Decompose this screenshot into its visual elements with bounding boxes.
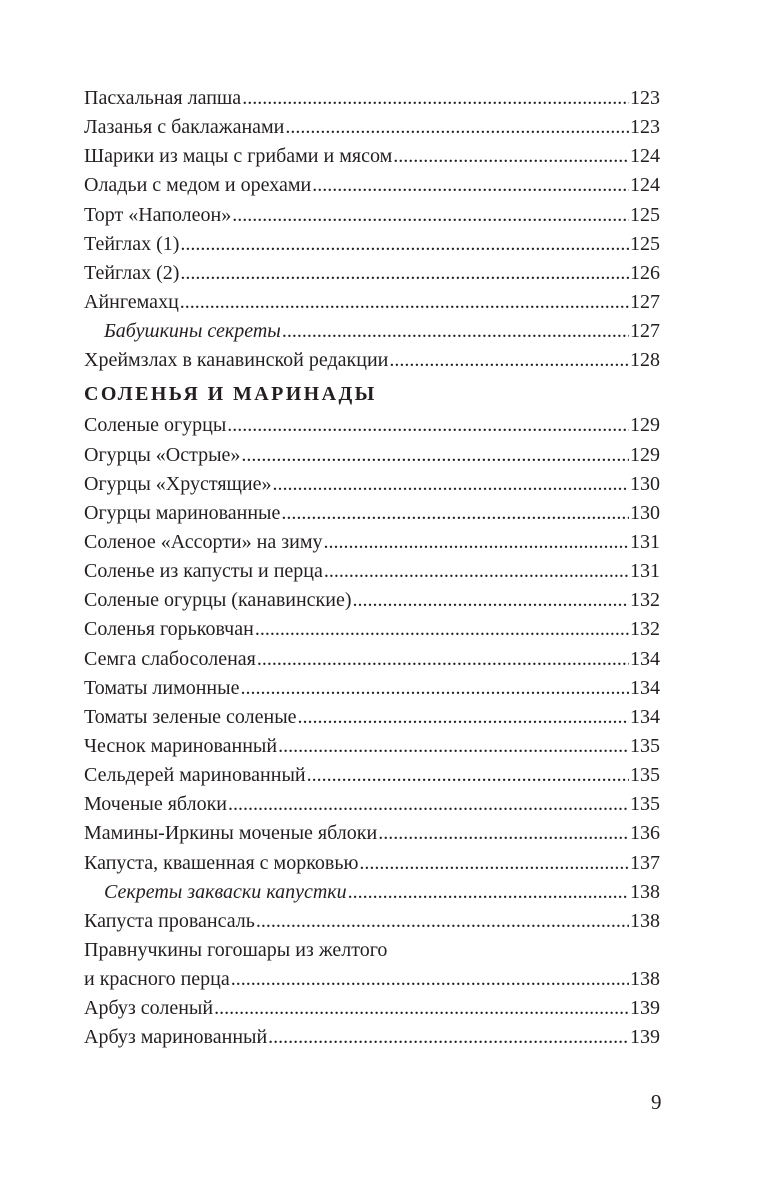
dot-leader xyxy=(232,201,629,230)
toc-entry[interactable] xyxy=(84,288,660,317)
toc-entry-title: Огурцы «Острые» xyxy=(84,443,241,466)
toc-entry[interactable] xyxy=(84,346,660,375)
dot-leader xyxy=(180,288,629,317)
toc-entry-title: Капуста провансаль xyxy=(84,909,255,932)
toc-entry-title: Шарики из мацы с грибами и мясом xyxy=(84,145,393,168)
toc-entry-title: Бабушкины секреты xyxy=(104,320,281,343)
toc-entry-title: Сельдерей маринованный xyxy=(84,764,306,787)
toc-entry-title: Хреймзлах в канавинской редакции xyxy=(84,349,389,372)
dot-leader xyxy=(241,441,629,470)
toc-entry-page: 125 xyxy=(630,203,660,226)
dot-leader xyxy=(228,790,629,819)
toc-entry-title: Оладьи с медом и орехами xyxy=(84,174,312,197)
toc-entry-title: Секреты закваски капустки xyxy=(104,880,347,903)
toc-entry-title: Огурцы «Хрустящие» xyxy=(84,472,272,495)
toc-entry-page: 138 xyxy=(630,968,660,991)
toc-entry-page: 127 xyxy=(630,320,660,343)
toc-entry[interactable] xyxy=(84,586,660,615)
toc-entry-page: 139 xyxy=(630,1026,660,1049)
toc-entry-page: 123 xyxy=(630,87,660,109)
toc-subentry[interactable] xyxy=(84,878,660,907)
dot-leader xyxy=(180,230,629,259)
toc-entry-title: Соленые огурцы xyxy=(84,414,227,437)
toc-entry-page: 134 xyxy=(630,676,660,699)
toc-entry-title: Соленья горьковчан xyxy=(84,618,254,641)
toc-entry-title: Соленое «Ассорти» на зиму xyxy=(84,530,323,553)
toc-entry[interactable] xyxy=(84,557,660,586)
toc-entry[interactable] xyxy=(84,230,660,259)
dot-leader xyxy=(231,965,629,994)
dot-leader xyxy=(257,645,629,674)
toc-entry[interactable] xyxy=(84,674,660,703)
toc-entry-title: Правнучкины гогошары из желтого xyxy=(84,938,388,961)
toc-entry-title: и красного перца xyxy=(84,968,230,991)
toc-entry[interactable] xyxy=(84,1023,660,1052)
dot-leader xyxy=(323,528,629,557)
toc-entry[interactable] xyxy=(84,615,660,644)
toc-entry-title: Айнгемахц xyxy=(84,290,179,313)
dot-leader xyxy=(348,878,629,907)
toc-entry[interactable] xyxy=(84,499,660,528)
toc-entry[interactable] xyxy=(84,819,660,848)
section-heading: СОЛЕНЬЯ И МАРИНАДЫ xyxy=(84,383,377,406)
toc-entry-title: Пасхальная лапша xyxy=(84,87,242,109)
toc-entry-title: Тейглах (1) xyxy=(84,232,180,255)
toc-subentry[interactable] xyxy=(84,317,660,346)
dot-leader xyxy=(242,84,629,113)
toc-entry-page: 129 xyxy=(630,443,660,466)
dot-leader xyxy=(282,317,629,346)
toc-entry-title: Огурцы маринованные xyxy=(84,501,281,524)
table-of-contents xyxy=(84,84,660,1053)
toc-entry-title: Капуста, квашенная с морковью xyxy=(84,851,359,874)
toc-entry-page: 130 xyxy=(630,501,660,524)
dot-leader xyxy=(378,819,629,848)
toc-entry-page: 134 xyxy=(630,647,660,670)
dot-leader xyxy=(393,142,629,171)
toc-entry[interactable] xyxy=(84,907,660,936)
toc-entry[interactable] xyxy=(84,470,660,499)
toc-entry-title: Торт «Наполеон» xyxy=(84,203,232,226)
dot-leader xyxy=(281,499,629,528)
dot-leader xyxy=(285,113,629,142)
toc-entry-title: Соленье из капусты и перца xyxy=(84,560,323,583)
toc-entry[interactable] xyxy=(84,732,660,761)
dot-leader xyxy=(307,761,629,790)
toc-entry-page: 125 xyxy=(630,232,660,255)
toc-entry-page: 138 xyxy=(630,880,660,903)
dot-leader xyxy=(353,586,629,615)
toc-entry[interactable] xyxy=(84,441,660,470)
toc-entry-page: 131 xyxy=(630,530,660,553)
toc-entry-page: 126 xyxy=(630,261,660,284)
toc-entry-page: 137 xyxy=(630,851,660,874)
dot-leader xyxy=(389,346,629,375)
toc-entry-title: Соленые огурцы (канавинские) xyxy=(84,589,352,612)
toc-entry-title: Томаты зеленые соленые xyxy=(84,705,297,728)
toc-entry[interactable] xyxy=(84,761,660,790)
toc-entry-page: 136 xyxy=(630,822,660,845)
dot-leader xyxy=(359,849,629,878)
toc-entry[interactable] xyxy=(84,113,660,142)
toc-entry-title: Арбуз маринованный xyxy=(84,1026,268,1049)
toc-entry-page: 131 xyxy=(630,560,660,583)
dot-leader xyxy=(324,557,629,586)
toc-entry-title: Семга слабосоленая xyxy=(84,647,256,670)
toc-entry-page: 138 xyxy=(630,909,660,932)
toc-entry[interactable] xyxy=(84,142,660,171)
toc-entry-page: 139 xyxy=(630,997,660,1020)
dot-leader xyxy=(214,994,629,1023)
dot-leader xyxy=(256,907,629,936)
toc-entry-title: Моченые яблоки xyxy=(84,793,227,816)
toc-entry-title: Тейглах (2) xyxy=(84,261,180,284)
toc-entry[interactable] xyxy=(84,84,660,113)
dot-leader xyxy=(255,615,629,644)
toc-entry[interactable] xyxy=(84,528,660,557)
toc-entry[interactable] xyxy=(84,790,660,819)
page-number: 9 xyxy=(651,1090,662,1114)
toc-entry-continuation[interactable] xyxy=(84,965,660,994)
toc-entry-page: 134 xyxy=(630,705,660,728)
toc-entry-page: 135 xyxy=(630,734,660,757)
toc-entry-page: 127 xyxy=(630,290,660,313)
toc-entry-title: Арбуз соленый xyxy=(84,997,214,1020)
dot-leader xyxy=(240,674,629,703)
toc-entry[interactable] xyxy=(84,201,660,230)
dot-leader xyxy=(273,470,630,499)
toc-entry-title: Мамины-Иркины моченые яблоки xyxy=(84,822,378,845)
toc-entry[interactable] xyxy=(84,994,660,1023)
toc-entry-title: Лазанья с баклажанами xyxy=(84,116,285,139)
dot-leader xyxy=(227,411,629,440)
toc-entry-page: 123 xyxy=(630,116,660,139)
toc-entry-title: Томаты лимонные xyxy=(84,676,240,699)
toc-entry-first-line[interactable] xyxy=(84,936,660,965)
toc-entry-page: 129 xyxy=(630,414,660,437)
toc-entry-page: 135 xyxy=(630,764,660,787)
toc-entry-page: 128 xyxy=(630,349,660,372)
toc-entry-page: 132 xyxy=(630,589,660,612)
toc-entry[interactable] xyxy=(84,411,660,440)
toc-entry[interactable] xyxy=(84,259,660,288)
toc-entry[interactable] xyxy=(84,849,660,878)
dot-leader xyxy=(180,259,629,288)
dot-leader xyxy=(278,732,629,761)
toc-entry-title: Чеснок маринованный xyxy=(84,734,278,757)
toc-entry-page: 130 xyxy=(630,472,660,495)
dot-leader xyxy=(312,171,629,200)
dot-leader xyxy=(298,703,629,732)
toc-entry-page: 132 xyxy=(630,618,660,641)
dot-leader xyxy=(268,1023,629,1052)
toc-entry[interactable] xyxy=(84,703,660,732)
toc-entry[interactable] xyxy=(84,171,660,200)
toc-entry-page: 124 xyxy=(630,145,660,168)
toc-entry-page: 124 xyxy=(630,174,660,197)
toc-entry[interactable] xyxy=(84,645,660,674)
toc-entry-page: 135 xyxy=(630,793,660,816)
